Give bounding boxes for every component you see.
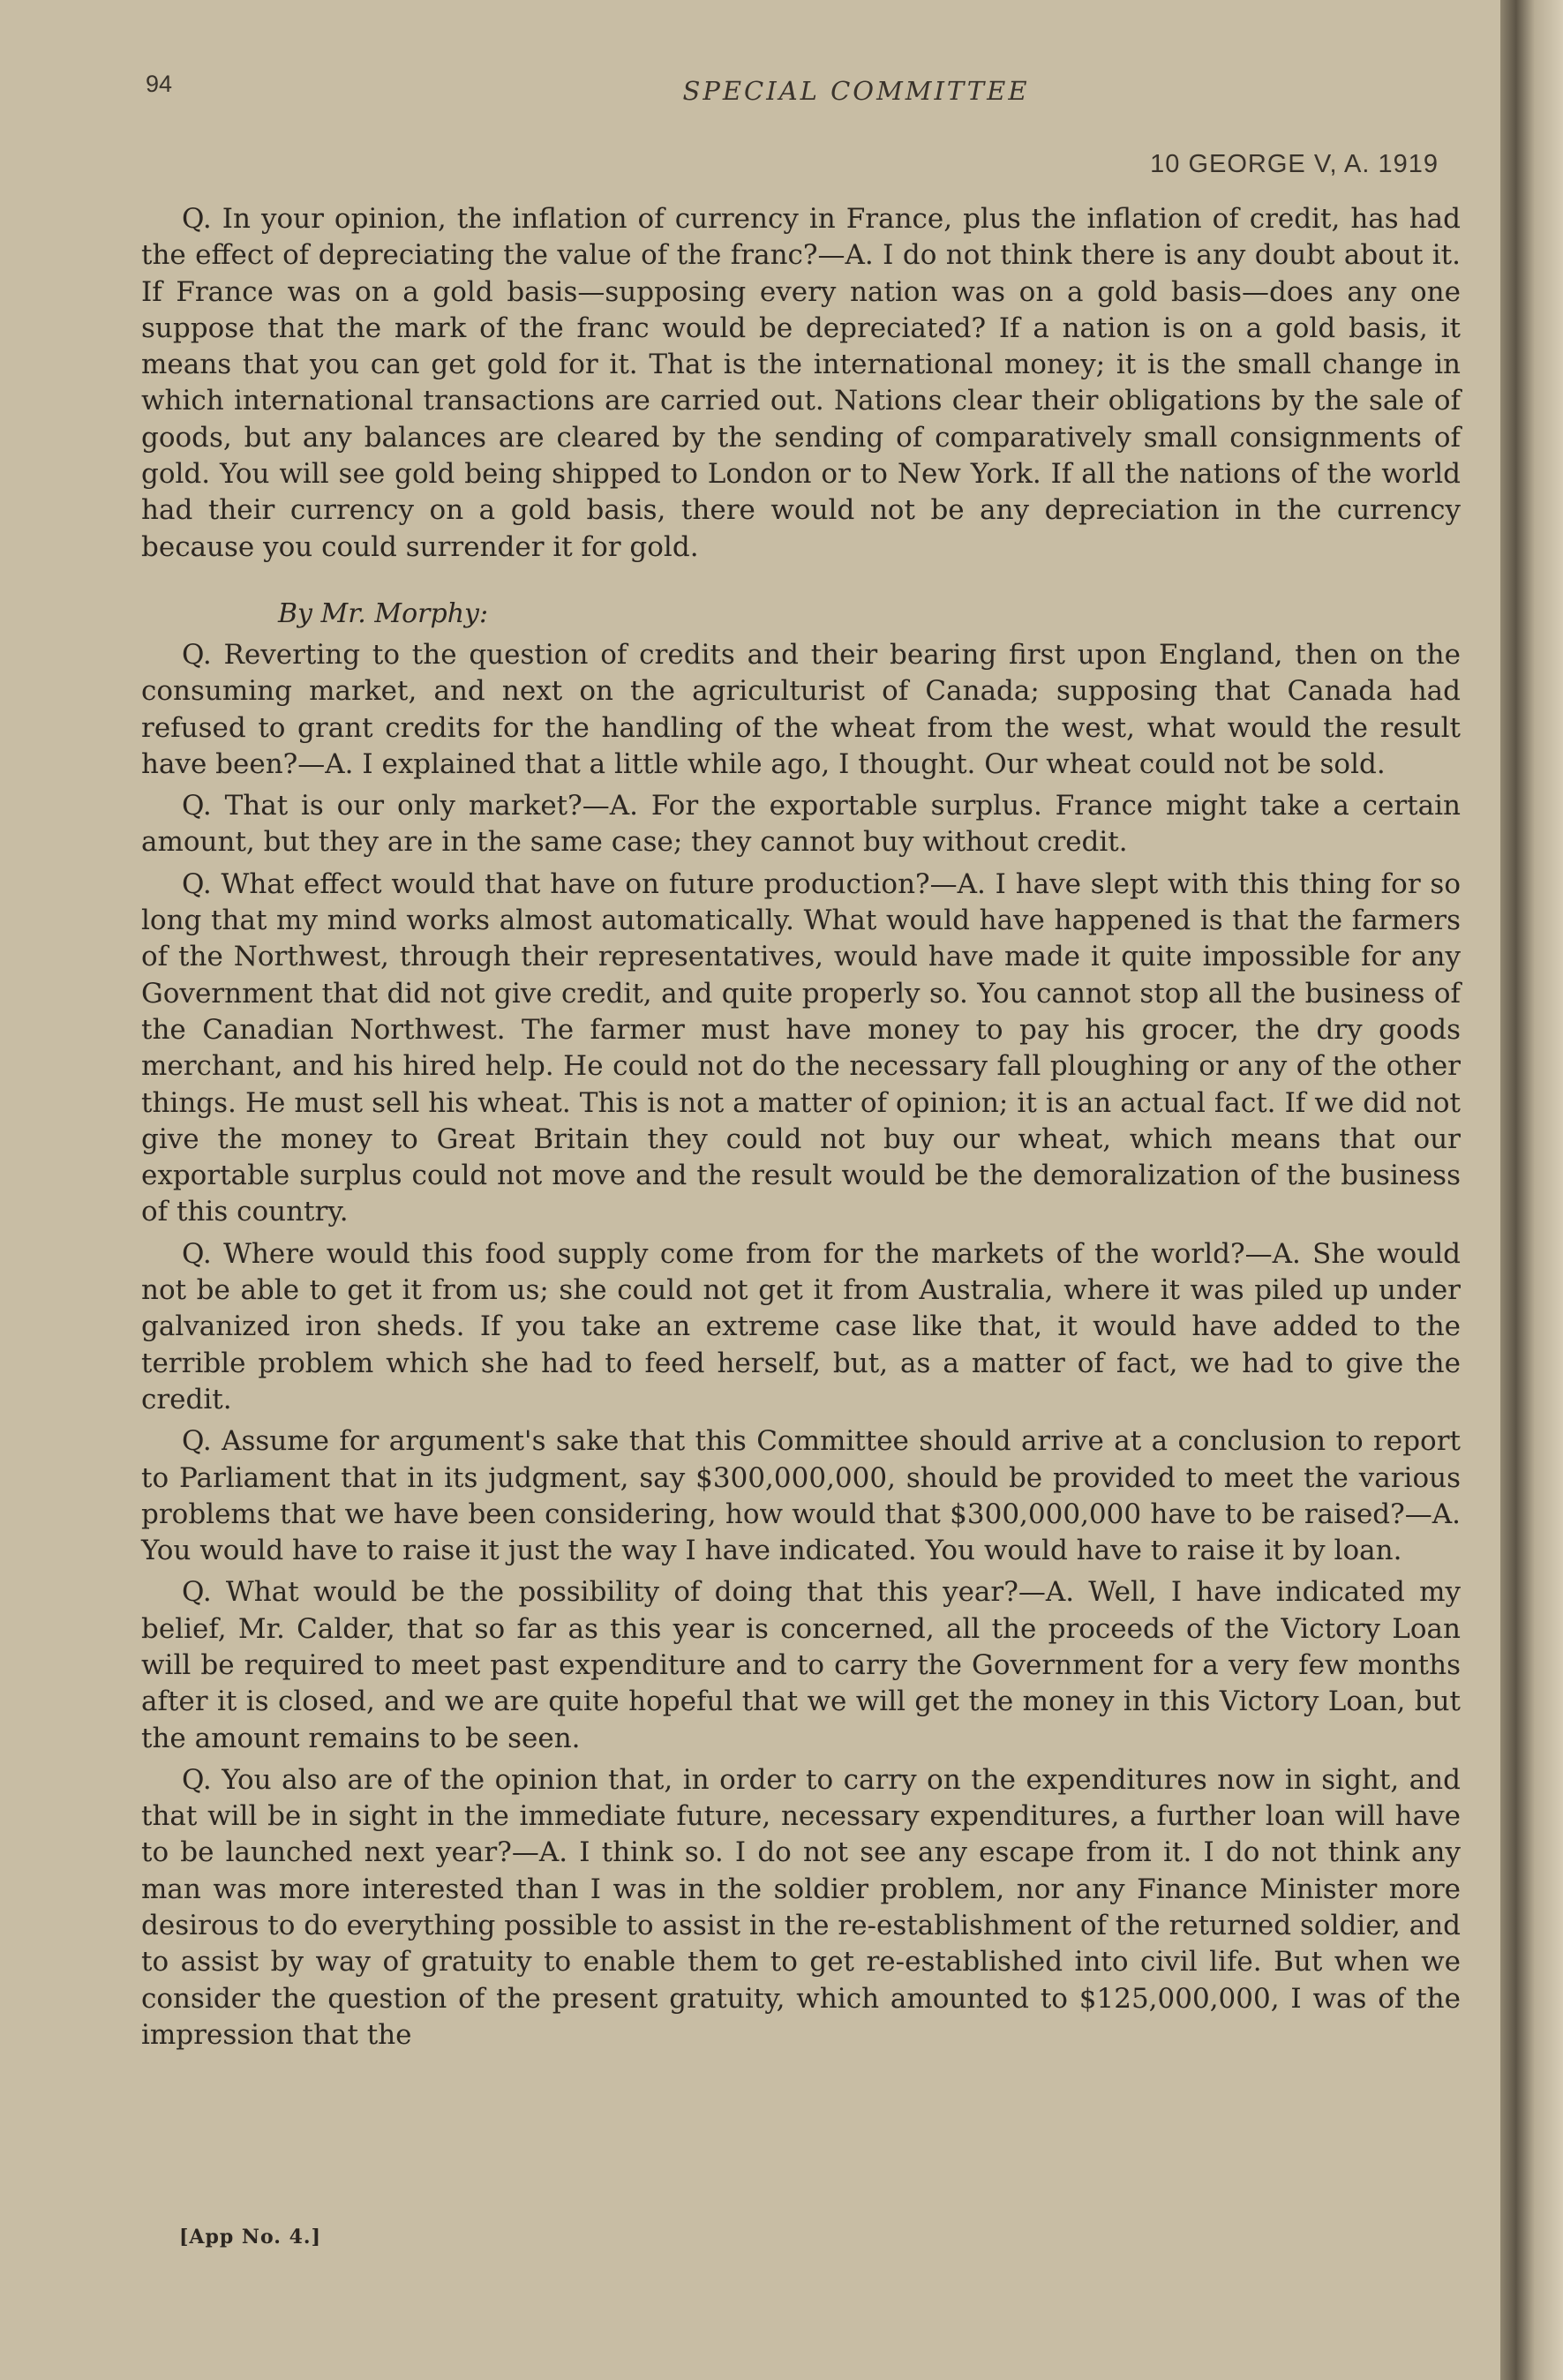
paragraph: Q. Where would this food supply come from for the markets of the world?—A. She would not be able to get it from us; she could not get it from Australia, where it was piled up under galvanized iron sheds. If you take an extreme case like that, it would have added to the terrible problem which she had to feed herself, but, as a matter of fact, we had to give the credit.: [141, 1237, 1461, 1415]
speaker-heading: By Mr. Morphy:: [278, 597, 489, 629]
running-head: [146, 71, 1469, 115]
body-text: [141, 201, 1461, 2059]
paragraph: Q. You also are of the opinion that, in order to carry on the expenditures now in sight, and that will be in sight in the immediate future, necessary expenditures, a further loan will have to be launched next year?—A. I think so. I do not see any escape from it. I do not think any man was more interested than I was in the soldier problem, nor any Finance Minister more desirous to do everything possible to assist in the re-establishment of the returned soldier, and to assist by way of gratuity to enable them to get re-established into civil life. But when we consider the question of the present gratuity, which amounted to $125,000,000, I was of the impression that the: [141, 1763, 1461, 2051]
footer-appendix-marker: [App No. 4.]: [179, 2226, 321, 2249]
paragraph: Q. That is our only market?—A. For the exportable surplus. France might take a certain amount, but they are in the same case; they cannot buy without credit.: [141, 790, 1461, 859]
page-number: 94: [146, 71, 173, 97]
paragraph: Q. In your opinion, the inflation of currency in France, plus the inflation of credit, has had the effect of depreciating the value of the franc?—A. I do not think there is any doubt about it. If France was on a gold basis—supposing every nation was on a gold basis—does any one suppose that the mark of the franc would be depreciated? If a nation is on a gold basis, it means that you can get gold for it. That is the international money; it is the small change in which international transactions are carried out. Nations clear their obligations by the sale of goods, but any balances are cleared by the sending of comparatively small consignments of gold. You will see gold being shipped to London or to New York. If all the nations of the world had their currency on a gold basis, there would not be any depreciation in the currency because you could surrender it for gold.: [141, 203, 1461, 563]
paragraph: Q. What would be the possibility of doing that this year?—A. Well, I have indicated my belief, Mr. Calder, that so far as this year is concerned, all the proceeds of the Victory Loan will be required to meet past expenditure and to carry the Government for a very few months after it is closed, and we are quite hopeful that we will get the money in this Victory Loan, but the amount remains to be seen.: [141, 1576, 1461, 1754]
paragraph: Q. What effect would that have on future production?—A. I have slept with this thing for so long that my mind works almost automatically. What would have happened is that the farmers of the Northwest, through their representatives, would have made it quite impossible for any Government that did not give credit, and quite properly so. You cannot stop all the business of the Canadian Northwest. The farmer must have money to pay his grocer, the dry goods merchant, and his hired help. He could not do the necessary fall ploughing or any of the other things. He must sell his wheat. This is not a matter of opinion; it is an actual fact. If we did not give the money to Great Britain they could not buy our wheat, which means that our exportable surplus could not move and the result would be the demoralization of the business of this country.: [141, 867, 1461, 1228]
paragraph: Q. Assume for argument's sake that this Committee should arrive at a conclusion to report to Parliament that in its judgment, say $300,000,000, should be provided to meet the various problems that we have been considering, how would that $300,000,000 have to be raised?—A. You would have to raise it just the way I have indicated. You would have to raise it by loan.: [141, 1425, 1461, 1567]
book-gutter: [1500, 0, 1563, 2380]
paragraph: Q. Reverting to the question of credits and their bearing first upon England, then on the consuming market, and next on the agriculturist of Canada; supposing that Canada had refused to grant credits for the handling of the wheat from the west, what would the result have been?—A. I explained that a little while ago, I thought. Our wheat could not be sold.: [141, 638, 1461, 780]
session-reference: 10 GEORGE V, A. 1919: [1150, 150, 1439, 178]
running-title: SPECIAL COMMITTEE: [682, 76, 1030, 106]
